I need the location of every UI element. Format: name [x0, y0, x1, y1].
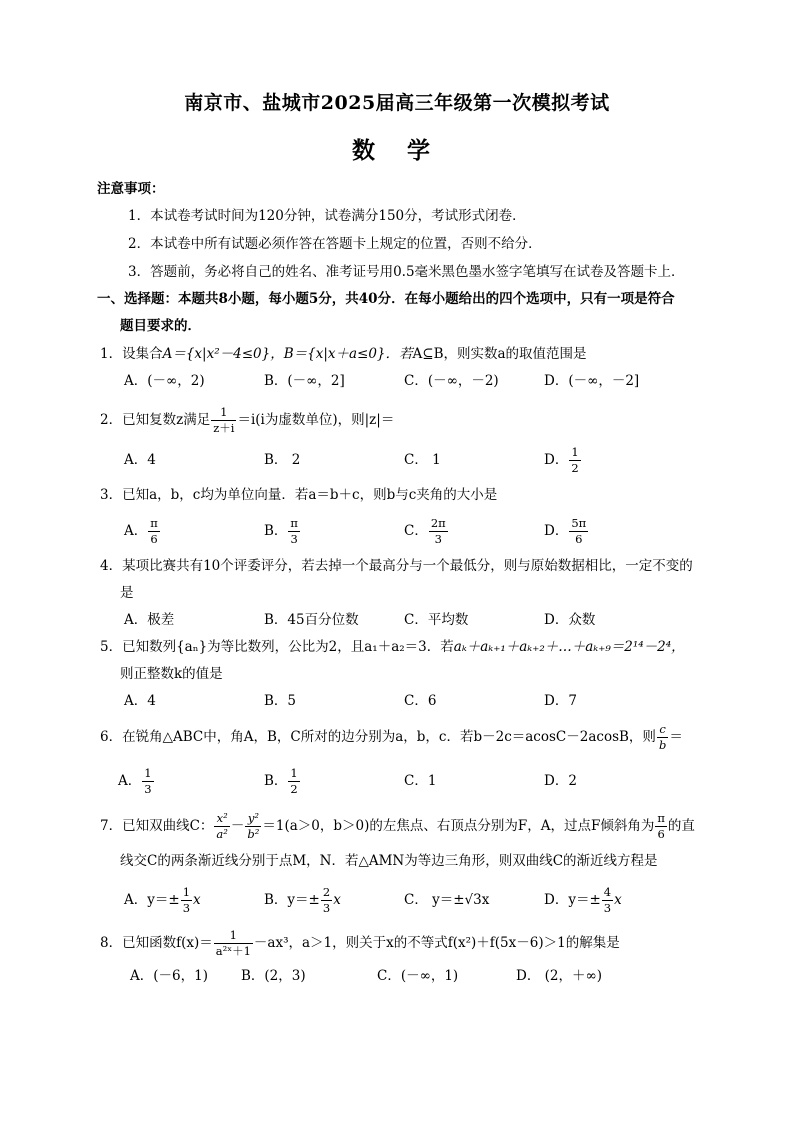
q1-option-c: C．(－∞，－2) [404, 373, 499, 389]
notice-item: 2．本试卷中所有试题必须作答在答题卡上规定的位置，否则不给分． [128, 236, 542, 252]
question-1: 1．设集合A＝{x|x²－4≤0}，B＝{x|x＋a≤0}．若A⊆B，则实数a的取值范围是 [100, 346, 587, 362]
q2-fraction: $\frac{1}{z+i}$ [213, 405, 235, 435]
q4-option-c: C．平均数 [404, 612, 469, 628]
q3-option-c: C． $\frac{2\pi}{3}$ [404, 516, 446, 546]
question-7-cont: 线交C的两条渐近线分别于点M，N．若△AMN为等边三角形，则双曲线C的渐近线方程是 [120, 853, 658, 869]
q5-option-b: B．5 [264, 693, 297, 709]
question-2: 2．已知复数z满足 $\frac{1}{z+i}$ ＝i(i为虚数单位)，则|z|＝ [100, 405, 395, 435]
q3-option-d: D． $\frac{5\pi}{6}$ [544, 516, 587, 546]
q7-option-c: C． y＝±√3x [404, 892, 490, 908]
q7-option-a: A．y＝± $\frac{1}{3}$ x [124, 885, 201, 915]
question-7: 7．已知双曲线C： $\frac{\text{x²}}{\text{a²}}$ － $\frac{\text{y²}}{\text{b²}}$ ＝1(a＞0，b＞0)的左焦点、右顶点分别为F，A，过点F倾斜角为 $\frac{\pi}{6}$ 的直 [100, 811, 695, 841]
question-3: 3．已知a，b，c均为单位向量．若a＝b＋c，则b与c夹角的大小是 [100, 487, 498, 503]
q1-option-b: B．(－∞，2] [264, 373, 345, 389]
exam-title: 南京市、盐城市2025届高三年级第一次模拟考试 [184, 92, 610, 114]
q8-option-d: D． (2，＋∞) [516, 968, 602, 984]
q6-option-a: A． $\frac{1}{3}$ [118, 766, 152, 796]
q1-option-a: A．(－∞，2) [124, 373, 205, 389]
notice-heading: 注意事项： [97, 181, 165, 197]
q7-option-d: D．y＝± $\frac{4}{3}$ x [544, 885, 622, 915]
question-5-cont: 则正整数k的值是 [120, 666, 223, 682]
question-4: 4．某项比赛共有10个评委评分，若去掉一个最高分与一个最低分，则与原始数据相比，一定不变的 [100, 558, 693, 574]
q6-option-d: D．2 [544, 773, 577, 789]
q3-option-a: A． $\frac{\pi}{6}$ [124, 516, 158, 546]
q4-option-a: A．极差 [124, 612, 175, 628]
question-5: 5．已知数列{aₙ}为等比数列，公比为2，且a₁＋a₂＝3．若aₖ＋aₖ₊₁＋aₖ₊₂＋…＋aₖ₊₉＝2¹⁴－2⁴， [100, 639, 685, 655]
q2-option-d: D． $\frac{1}{2}$ [544, 445, 579, 475]
notice-item: 1．本试卷考试时间为120分钟，试卷满分150分，考试形式闭卷． [128, 208, 526, 224]
q8-option-a: A．(－6，1) [130, 968, 208, 984]
q5-option-d: D．7 [544, 693, 577, 709]
q1-option-d: D．(－∞，－2] [544, 373, 640, 389]
notice-item: 3．答题前，务必将自己的姓名、准考证号用0.5毫米黑色墨水签字笔填写在试卷及答题卡上． [128, 264, 685, 280]
subject-title: 数 学 [351, 137, 442, 164]
section-heading-cont: 题目要求的． [120, 318, 201, 334]
q2-option-c: C． 1 [404, 452, 441, 468]
q6-option-b: B． $\frac{1}{2}$ [264, 766, 298, 796]
q2-option-b: B． 2 [264, 452, 301, 468]
question-8: 8．已知函数f(x)＝ $\frac{1}{\text{a²ˣ＋1}}$ －ax³，a＞1，则关于x的不等式f(x²)＋f(5x－6)＞1的解集是 [100, 928, 620, 958]
question-6: 6．在锐角△ABC中，角A，B，C所对的边分别为a，b，c．若b－2c＝acosC－2acosB，则 $\frac{c}{b}$ ＝ [100, 722, 683, 752]
q8-option-b: B．(2，3) [241, 968, 306, 984]
question-4-cont: 是 [120, 585, 134, 601]
q2-option-a: A．4 [124, 452, 156, 468]
q5-option-a: A．4 [124, 693, 156, 709]
q6-option-c: C．1 [404, 773, 437, 789]
q3-option-b: B． $\frac{\pi}{3}$ [264, 516, 298, 546]
q5-option-c: C．6 [404, 693, 437, 709]
q8-option-c: C．(－∞，1) [377, 968, 459, 984]
q4-option-d: D．众数 [544, 612, 596, 628]
q4-option-b: B．45百分位数 [264, 612, 359, 628]
q7-option-b: B．y＝± $\frac{2}{3}$ x [264, 885, 341, 915]
section-heading: 一、选择题：本题共8小题，每小题5分，共40分．在每小题给出的四个选项中，只有一项是符合 [97, 291, 675, 307]
